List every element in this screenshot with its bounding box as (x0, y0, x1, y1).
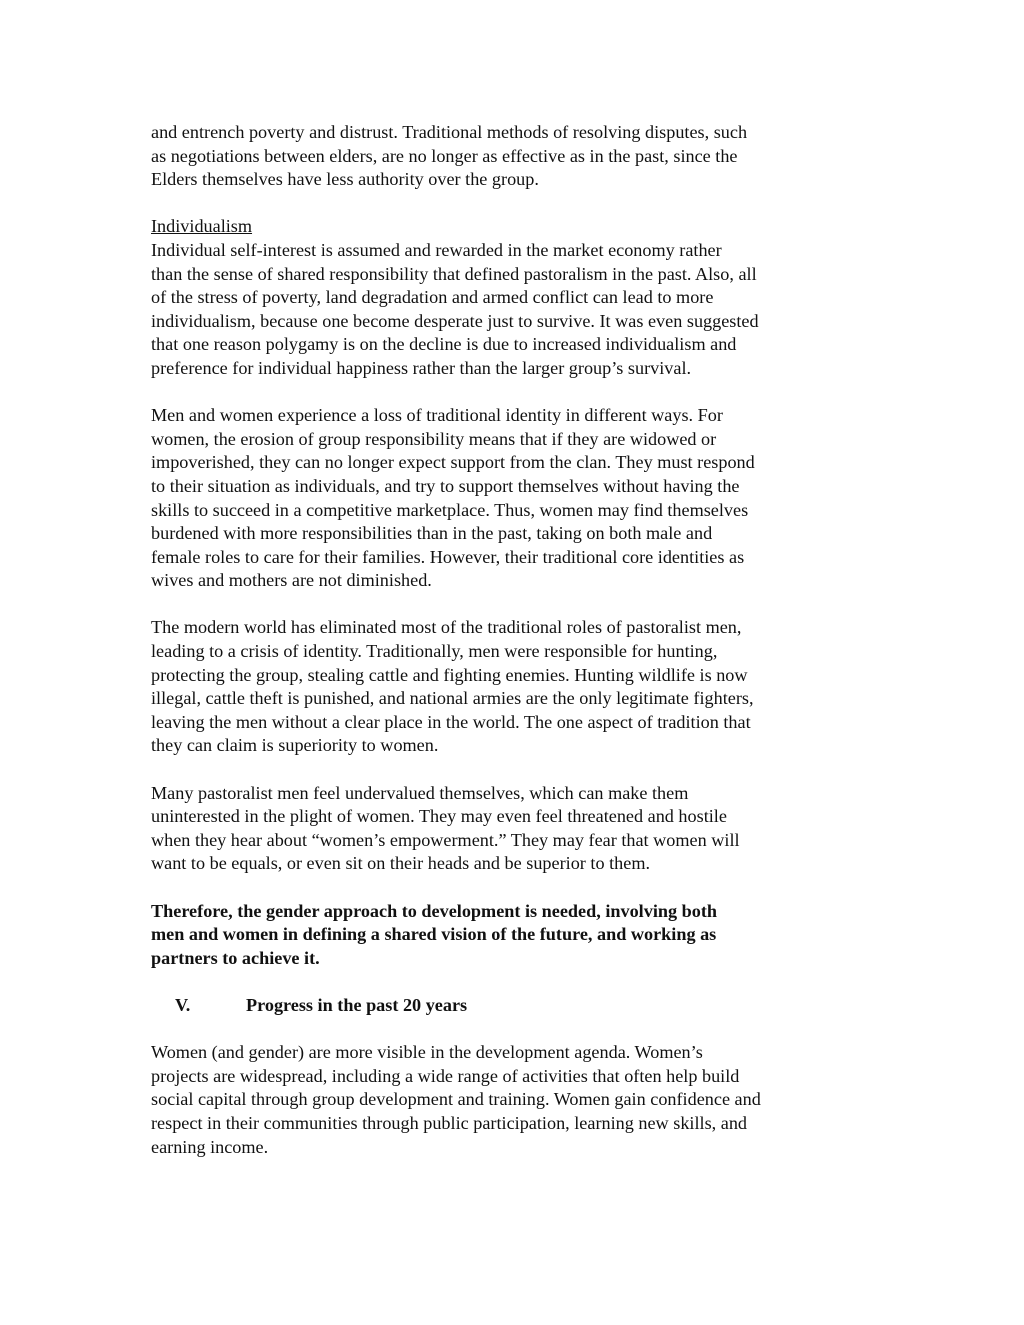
text-line: they can claim is superiority to women. (151, 735, 439, 756)
text-line: projects are widespread, including a wide range of activities that often help build (151, 1065, 740, 1086)
document-page (151, 121, 891, 1183)
text-line: to their situation as individuals, and try to support themselves without having the (151, 475, 740, 496)
paragraph-progress (151, 1041, 891, 1159)
text-line: Many pastoralist men feel undervalued themselves, which can make them (151, 782, 689, 803)
text-line: impoverished, they can no longer expect support from the clan. They must respond (151, 452, 755, 473)
text-line: want to be equals, or even sit on their heads and be superior to them. (151, 853, 651, 874)
text-line: than the sense of shared responsibility that defined pastoralism in the past. Also, all (151, 263, 757, 284)
text-line: burdened with more responsibilities than in the past, taking on both male and (151, 523, 713, 544)
text-line: protecting the group, stealing cattle and fighting enemies. Hunting wildlife is now (151, 664, 748, 685)
text-line: as negotiations between elders, are no longer as effective as in the past, since the (151, 145, 738, 166)
text-line: skills to succeed in a competitive marketplace. Thus, women may find themselves (151, 499, 749, 520)
text-line: leaving the men without a clear place in the world. The one aspect of tradition that (151, 711, 751, 732)
text-line: female roles to care for their families. However, their traditional core identities as (151, 546, 745, 567)
paragraph-modern-world (151, 616, 891, 758)
section-title: Progress in the past 20 years (246, 994, 468, 1015)
text-line: and entrench poverty and distrust. Traditional methods of resolving disputes, such (151, 122, 748, 142)
text-line: individualism, because one become desperate just to survive. It was even suggested (151, 310, 759, 331)
section-heading-v (151, 994, 891, 1018)
paragraph-disputes (151, 121, 891, 192)
paragraph-conclusion (151, 900, 891, 971)
text-line: earning income. (151, 1136, 269, 1157)
text-line: Individual self-interest is assumed and rewarded in the market economy rather (151, 239, 722, 260)
text-line: men and women in defining a shared vision of the future, and working as (151, 924, 717, 945)
text-line: The modern world has eliminated most of the traditional roles of pastoralist men, (151, 617, 742, 638)
text-line: Men and women experience a loss of traditional identity in different ways. For (151, 405, 723, 426)
text-line: women, the erosion of group responsibility means that if they are widowed or (151, 428, 717, 449)
text-line: of the stress of poverty, land degradation and armed conflict can lead to more (151, 287, 714, 308)
text-line: Therefore, the gender approach to development is needed, involving both (151, 900, 718, 921)
text-line: respect in their communities through public participation, learning new skills, and (151, 1112, 748, 1133)
subheading-individualism: Individualism (151, 216, 253, 237)
text-line: uninterested in the plight of women. They may even feel threatened and hostile (151, 806, 727, 827)
paragraph-identity (151, 404, 891, 593)
text-line: that one reason polygamy is on the decline is due to increased individualism and (151, 334, 737, 355)
text-line: Elders themselves have less authority over the group. (151, 169, 539, 190)
text-line: preference for individual happiness rather than the larger group’s survival. (151, 357, 692, 378)
text-line: illegal, cattle theft is punished, and national armies are the only legitimate fighters, (151, 688, 754, 709)
text-line: Women (and gender) are more visible in the development agenda. Women’s (151, 1042, 703, 1063)
paragraph-individualism (151, 215, 891, 380)
text-line: when they hear about “women’s empowerment.” They may fear that women will (151, 829, 740, 850)
text-line: wives and mothers are not diminished. (151, 570, 432, 591)
text-line: partners to achieve it. (151, 947, 320, 968)
paragraph-undervalued (151, 782, 891, 876)
section-number: V. (175, 994, 191, 1015)
text-line: social capital through group development and training. Women gain confidence and (151, 1089, 761, 1110)
text-line: leading to a crisis of identity. Traditionally, men were responsible for hunting, (151, 641, 718, 662)
